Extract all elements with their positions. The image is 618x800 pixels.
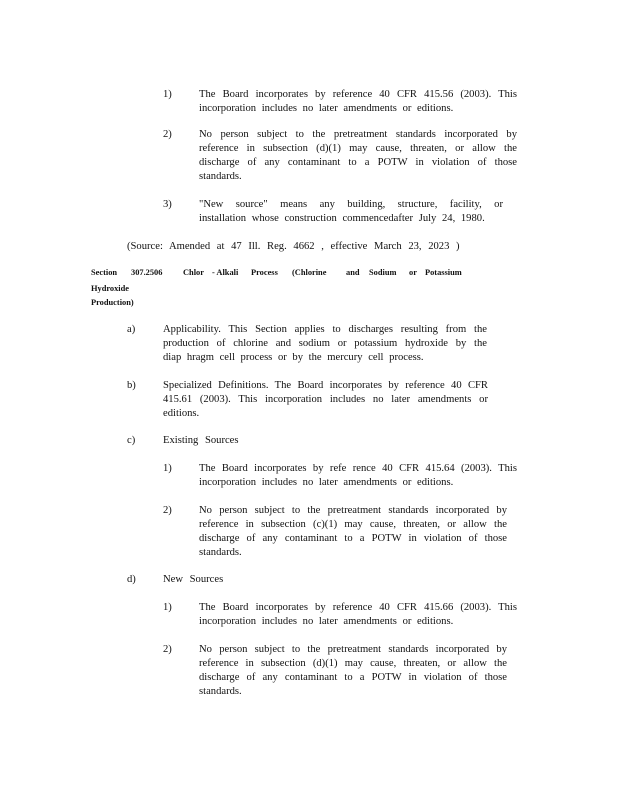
item-number: 2) [163, 505, 172, 516]
paragraph-text: Applicability. This Section applies to discharges resulting from the production of chlorine and sodium or potassium hydroxide by the diap hragm cell process or by the mercury cell process. [163, 324, 487, 363]
section-title-part: (Chlorine [292, 268, 327, 277]
section-title-part: Process [251, 268, 278, 277]
subsection-letter: b) [127, 380, 136, 391]
subsection-letter: a) [127, 324, 136, 335]
item-number: 3) [163, 199, 172, 210]
section-title-line: Hydroxide [91, 284, 130, 293]
section-title-part: or [409, 268, 417, 277]
paragraph-text: The Board incorporates by refe rence 40 CFR 415.64 (2003). This incorporation includes no later amendments or editions. [199, 463, 517, 488]
item-number: 1) [163, 602, 172, 613]
paragraph-text: No person subject to the pretreatment standards incorporated by reference in subsection (d)(1) may cause, threaten, or allow the discharge of any contaminant to a POTW in violation of those standards. [199, 129, 517, 182]
paragraph-text: No person subject to the pretreatment standards incorporated by reference in subsection (d)(1) may cause, threaten, or allow the discharge of any contaminant to a POTW in violation of those standards. [199, 644, 507, 697]
section-heading [91, 268, 511, 282]
item-number: 2) [163, 644, 172, 655]
source-note: (Source: Amended at 47 Ill. Reg. 4662 , effective March 23, 2023 ) [127, 241, 460, 252]
paragraph-text: "New source" means any building, structure, facility, or installation whose construction commencedafter July 24, 1980. [199, 199, 503, 224]
subsection-letter: d) [127, 574, 136, 585]
subsection-heading: New Sources [163, 574, 224, 585]
item-number: 2) [163, 129, 172, 140]
subsection-heading: Existing Sources [163, 435, 239, 446]
section-title-part: - Alkali [212, 268, 239, 277]
section-title-line: Production) [91, 298, 134, 307]
section-label: Section [91, 268, 118, 277]
section-title-part: and [346, 268, 360, 277]
item-number: 1) [163, 463, 172, 474]
section-number: 307.2506 [131, 268, 163, 277]
paragraph-text: The Board incorporates by reference 40 CFR 415.56 (2003). This incorporation includes no later amendments or editions. [199, 89, 517, 114]
section-title-part: Chlor [183, 268, 204, 277]
section-title-part: Sodium [369, 268, 397, 277]
paragraph-text: No person subject to the pretreatment standards incorporated by reference in subsection (c)(1) may cause, threaten, or allow the discharge of any contaminant to a POTW in violation of those standards. [199, 505, 507, 558]
paragraph-text: Specialized Definitions. The Board incorporates by reference 40 CFR 415.61 (2003). This incorporation includes no later amendments or editions. [163, 380, 488, 419]
paragraph-text: The Board incorporates by reference 40 CFR 415.66 (2003). This incorporation includes no later amendments or editions. [199, 602, 517, 627]
section-title-part: Potassium [425, 268, 462, 277]
subsection-letter: c) [127, 435, 136, 446]
item-number: 1) [163, 89, 172, 100]
